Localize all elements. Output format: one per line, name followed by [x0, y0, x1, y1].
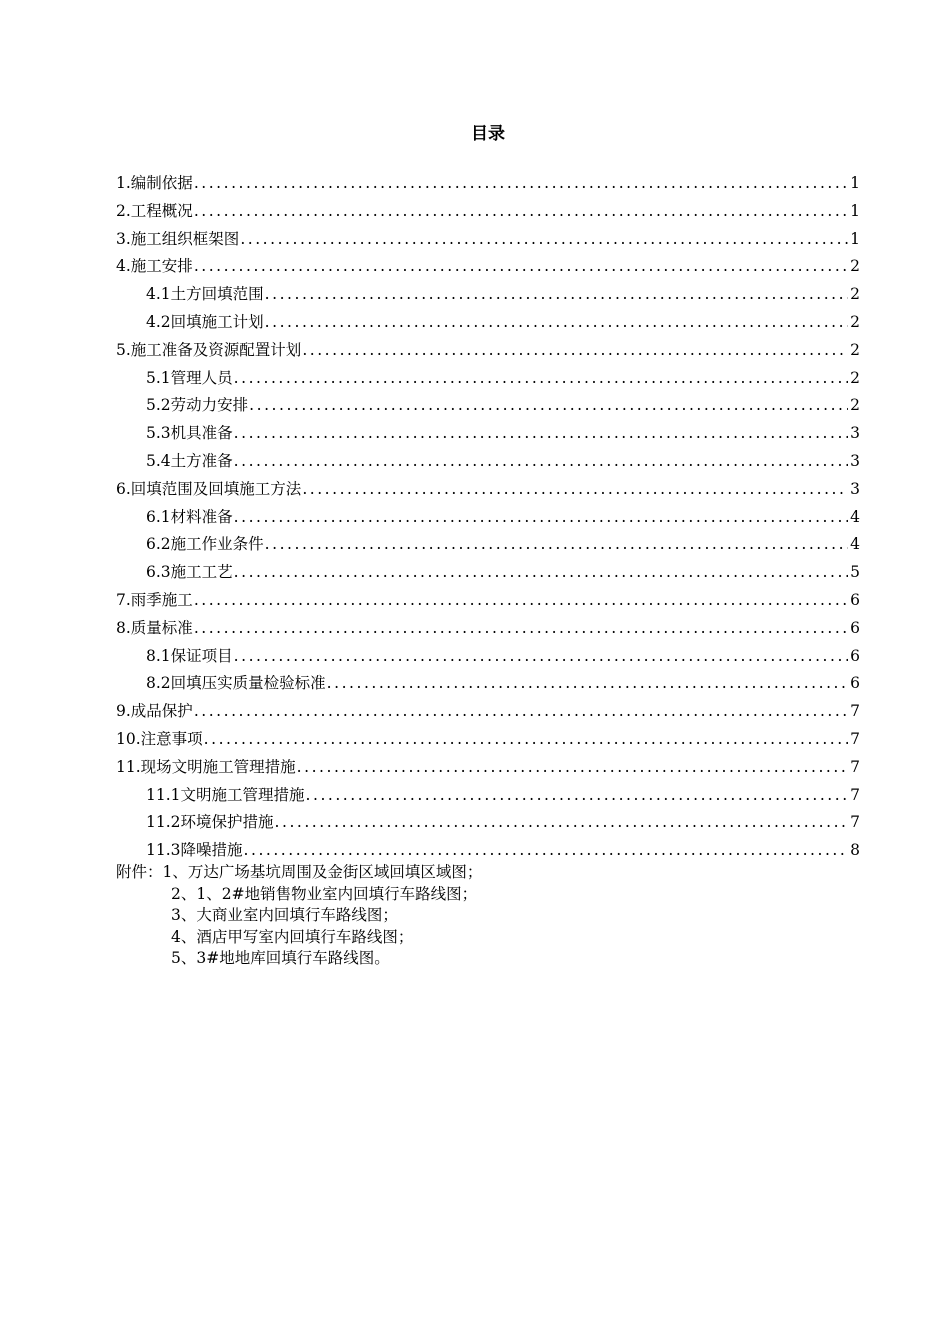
toc-subentry[interactable] [116, 504, 860, 532]
toc-entry-page: 7 [850, 729, 860, 748]
toc-entry-page: 3 [850, 479, 860, 498]
toc-entry-page: 6 [850, 646, 860, 665]
toc-entry-number: 5. [116, 340, 131, 359]
toc-subentry[interactable] [116, 782, 860, 810]
toc-entry-page: 6 [850, 674, 860, 693]
toc-entry-number: 4.1 [146, 285, 171, 304]
dot-leader [265, 281, 848, 309]
toc-entry-label: 成品保护 [130, 702, 193, 721]
dot-leader [194, 253, 848, 281]
toc-entry-number: 6.2 [146, 535, 171, 554]
appendix-list [116, 862, 860, 970]
toc-entry-number: 2. [116, 201, 131, 220]
toc-entry-page: 8 [850, 841, 860, 860]
dot-leader [275, 809, 849, 837]
toc-entry-page: 2 [850, 368, 860, 387]
toc-entry-label: 环境保护措施 [180, 813, 274, 832]
appendix-item: 5、3#地地库回填行车路线图。 [171, 949, 390, 968]
toc-entry-number: 8.1 [146, 646, 171, 665]
toc-entry-page: 4 [850, 535, 860, 554]
dot-leader [194, 587, 848, 615]
toc-entry-number: 6.1 [146, 507, 171, 526]
toc-entry-number: 11.3 [146, 841, 181, 860]
toc-entry-number: 7. [116, 590, 131, 609]
toc-entry[interactable] [116, 476, 860, 504]
dot-leader [234, 365, 848, 393]
dot-leader [234, 420, 848, 448]
toc-entry[interactable] [116, 615, 860, 643]
toc-entry[interactable] [116, 726, 860, 754]
toc-subentry[interactable] [116, 309, 860, 337]
toc-entry-label: 管理人员 [170, 368, 233, 387]
toc-entry-page: 7 [850, 702, 860, 721]
toc-entry-page: 7 [850, 813, 860, 832]
toc-entry-number: 5.2 [146, 396, 171, 415]
toc-list [116, 170, 860, 865]
toc-entry-label: 编制依据 [130, 174, 193, 192]
toc-entry-number: 5.3 [146, 424, 171, 443]
dot-leader [302, 337, 848, 365]
dot-leader [194, 198, 848, 226]
dot-leader [204, 726, 848, 754]
toc-entry-number: 11. [116, 757, 141, 776]
dot-leader [240, 226, 848, 254]
toc-entry[interactable] [116, 253, 860, 281]
toc-entry-number: 4.2 [146, 312, 171, 331]
toc-entry-label: 注意事项 [140, 729, 203, 748]
dot-leader [265, 309, 848, 337]
toc-entry[interactable] [116, 698, 860, 726]
toc-entry-label: 回填范围及回填施工方法 [130, 479, 302, 498]
toc-subentry[interactable] [116, 809, 860, 837]
toc-subentry[interactable] [116, 531, 860, 559]
toc-entry-label: 现场文明施工管理措施 [140, 757, 296, 776]
appendix-item: 2、1、2#地销售物业室内回填行车路线图； [171, 884, 478, 903]
toc-entry-page: 1 [850, 229, 860, 248]
toc-entry-page: 5 [850, 563, 860, 582]
toc-entry-page: 3 [850, 451, 860, 470]
toc-entry-label: 施工安排 [130, 257, 193, 276]
toc-entry-label: 保证项目 [170, 646, 233, 665]
dot-leader [306, 782, 849, 810]
toc-entry-number: 4. [116, 257, 131, 276]
toc-entry-label: 回填施工计划 [170, 312, 264, 331]
dot-leader [234, 559, 848, 587]
toc-subentry[interactable] [116, 643, 860, 671]
toc-entry[interactable] [116, 198, 860, 226]
toc-entry[interactable] [116, 587, 860, 615]
toc-entry-number: 3. [116, 229, 131, 248]
toc-entry-label: 劳动力安排 [170, 396, 249, 415]
toc-entry-number: 11.1 [146, 785, 181, 804]
toc-entry-page: 7 [850, 785, 860, 804]
toc-entry-page: 3 [850, 424, 860, 443]
toc-title: 目录 [471, 124, 505, 144]
toc-entry-page: 7 [850, 757, 860, 776]
toc-entry-page: 6 [850, 618, 860, 637]
toc-subentry[interactable] [116, 837, 860, 865]
dot-leader [265, 531, 848, 559]
appendix-item: 4、酒店甲写室内回填行车路线图； [171, 927, 414, 946]
toc-entry-label: 施工组织框架图 [130, 229, 240, 248]
toc-subentry[interactable] [116, 281, 860, 309]
toc-entry-page: 2 [850, 257, 860, 276]
dot-leader [297, 754, 848, 782]
dot-leader [249, 392, 848, 420]
toc-entry-label: 工程概况 [130, 201, 193, 220]
toc-entry-label: 施工准备及资源配置计划 [130, 340, 302, 359]
toc-entry-label: 材料准备 [170, 507, 233, 526]
toc-entry-label: 土方回填范围 [170, 285, 264, 304]
toc-entry-page: 2 [850, 285, 860, 304]
toc-entry-number: 8. [116, 618, 131, 637]
toc-entry-label: 雨季施工 [130, 590, 193, 609]
toc-entry-number: 6.3 [146, 563, 171, 582]
dot-leader [302, 476, 848, 504]
toc-entry-page: 4 [850, 507, 860, 526]
toc-entry-label: 施工工艺 [170, 563, 233, 582]
toc-entry-number: 9. [116, 702, 131, 721]
appendix-item: 3、大商业室内回填行车路线图； [171, 906, 398, 925]
toc-subentry[interactable] [116, 448, 860, 476]
toc-entry-label: 机具准备 [170, 424, 233, 443]
toc-entry-label: 施工作业条件 [170, 535, 264, 554]
dot-leader [194, 698, 848, 726]
toc-subentry[interactable] [116, 392, 860, 420]
toc-subentry[interactable] [116, 559, 860, 587]
toc-entry[interactable] [116, 226, 860, 254]
toc-entry[interactable] [116, 754, 860, 782]
toc-entry-label: 文明施工管理措施 [180, 785, 305, 804]
toc-entry-label: 降噪措施 [180, 841, 243, 860]
toc-subentry[interactable] [116, 670, 860, 698]
dot-leader [234, 448, 848, 476]
dot-leader [194, 615, 848, 643]
dot-leader [194, 170, 848, 198]
toc-entry-number: 6. [116, 479, 131, 498]
dot-leader [234, 504, 848, 532]
toc-entry-page: 6 [850, 590, 860, 609]
dot-leader [244, 837, 849, 865]
toc-entry-number: 5.1 [146, 368, 171, 387]
toc-subentry[interactable] [116, 420, 860, 448]
toc-entry-page: 1 [850, 201, 860, 220]
toc-entry-page: 2 [850, 396, 860, 415]
dot-leader [327, 670, 848, 698]
appendix-item: 附件：1、万达广场基坑周围及金街区域回填区域图； [116, 863, 483, 881]
toc-entry-number: 8.2 [146, 674, 171, 693]
toc-entry-number: 1. [116, 174, 131, 192]
toc-entry-number: 10. [116, 729, 141, 748]
toc-entry-page: 2 [850, 340, 860, 359]
toc-entry-page: 2 [850, 312, 860, 331]
toc-subentry[interactable] [116, 365, 860, 393]
toc-entry-page: 1 [850, 174, 860, 192]
toc-entry-label: 土方准备 [170, 451, 233, 470]
toc-entry-label: 回填压实质量检验标准 [170, 674, 326, 693]
toc-entry[interactable] [116, 337, 860, 365]
toc-entry-number: 11.2 [146, 813, 181, 832]
toc-entry-number: 5.4 [146, 451, 171, 470]
toc-entry-label: 质量标准 [130, 618, 193, 637]
dot-leader [234, 643, 848, 671]
toc-entry[interactable] [116, 170, 860, 198]
